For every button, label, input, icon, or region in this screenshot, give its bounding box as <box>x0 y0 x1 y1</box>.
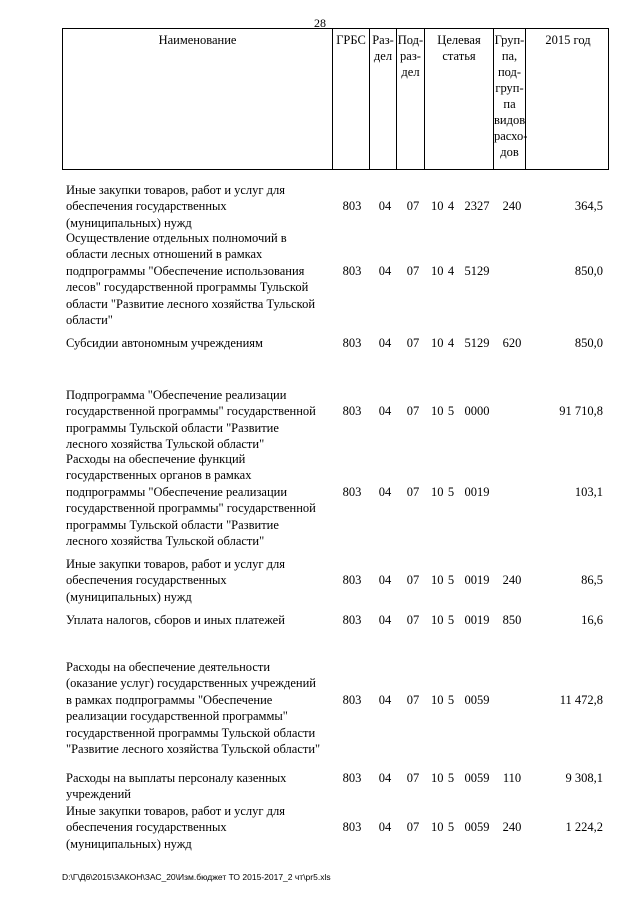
header-line: дов <box>500 145 519 159</box>
celevaya-program-cell: 10 <box>431 573 444 588</box>
row-name-line: Иные закупки товаров, работ и услуг для <box>66 183 286 197</box>
celevaya-program-cell: 10 <box>431 613 444 627</box>
table-row <box>0 230 640 328</box>
header-grbs <box>332 29 369 169</box>
podrazdel-cell: 07 <box>406 199 420 214</box>
header-line: дел <box>401 65 420 79</box>
amount-cell: 91 710,8 <box>559 404 603 419</box>
row-name-line: "Развитие лесного хозяйства Тульской области" <box>66 742 321 757</box>
row-name-line: обеспечения государственных <box>66 820 227 835</box>
celevaya-direction-cell: 0059 <box>464 771 490 785</box>
row-name-line: Расходы на обеспечение деятельности <box>66 660 271 674</box>
row-name-line: (муниципальных) нужд <box>66 215 192 230</box>
row-name-line: (муниципальных) нужд <box>66 836 192 851</box>
table-row <box>0 182 640 231</box>
celevaya-direction-cell: 0059 <box>464 692 490 707</box>
celevaya-subprogram-cell: 4 <box>447 199 455 214</box>
table-row <box>0 556 640 605</box>
celevaya-program-cell: 10 <box>431 692 444 707</box>
razdel-cell: 04 <box>378 336 392 350</box>
celevaya-subprogram-cell: 4 <box>447 263 455 278</box>
row-name-line: лесов" государственной программы Тульской <box>66 280 309 295</box>
podrazdel-cell: 07 <box>406 404 420 419</box>
grbs-cell: 803 <box>342 771 362 785</box>
razdel-cell: 04 <box>378 573 392 588</box>
header-year <box>525 29 610 169</box>
razdel-cell: 04 <box>378 263 392 278</box>
celevaya-subprogram-cell: 4 <box>447 336 455 350</box>
header-line: видов <box>494 113 526 127</box>
row-name <box>66 451 338 549</box>
grbs-cell: 803 <box>342 263 362 278</box>
header-line: Наименование <box>158 33 237 47</box>
razdel-cell: 04 <box>378 484 392 499</box>
podrazdel-cell: 07 <box>406 692 420 707</box>
row-name-line: Иные закупки товаров, работ и услуг для <box>66 804 286 818</box>
amount-cell: 850,0 <box>574 263 603 278</box>
row-name-line: Расходы на обеспечение функций <box>66 452 246 466</box>
amount-cell: 9 308,1 <box>565 771 603 785</box>
row-name-line: лесного хозяйства Тульской области" <box>66 534 265 549</box>
row-name-line: (оказание услуг) государственных учреждений <box>66 676 316 691</box>
table-row <box>0 451 640 549</box>
row-name <box>66 182 338 231</box>
table-row <box>0 770 640 803</box>
table-header <box>62 28 609 170</box>
celevaya-direction-cell: 0019 <box>464 484 490 499</box>
row-name-line: учреждений <box>66 787 131 802</box>
table-row <box>0 803 640 852</box>
vid-rashodov-cell: 240 <box>502 573 522 588</box>
header-line: Целевая <box>437 33 481 47</box>
row-name <box>66 612 338 628</box>
celevaya-subprogram-cell: 5 <box>447 820 455 835</box>
razdel-cell: 04 <box>378 199 392 214</box>
header-name <box>63 29 332 169</box>
celevaya-direction-cell: 0019 <box>464 573 490 588</box>
celevaya-direction-cell: 0000 <box>464 404 490 419</box>
celevaya-subprogram-cell: 5 <box>447 692 455 707</box>
celevaya-subprogram-cell: 5 <box>447 613 455 627</box>
header-podrazdel <box>396 29 424 169</box>
celevaya-direction-cell: 5129 <box>464 336 490 350</box>
table-row <box>0 659 640 757</box>
row-name-line: обеспечения государственных <box>66 199 227 214</box>
amount-cell: 16,6 <box>581 613 603 627</box>
row-name-line: государственных органов в рамках <box>66 468 252 483</box>
row-name-line: Расходы на выплаты персоналу казенных <box>66 771 287 785</box>
row-name <box>66 230 338 328</box>
vid-rashodov-cell: 240 <box>502 820 522 835</box>
podrazdel-cell: 07 <box>406 820 420 835</box>
celevaya-program-cell: 10 <box>431 336 444 350</box>
header-line: Груп- <box>494 33 525 47</box>
header-celevaya-statya <box>424 29 493 169</box>
row-name-line: области лесных отношений в рамках <box>66 247 263 262</box>
celevaya-subprogram-cell: 5 <box>447 404 455 419</box>
row-name <box>66 803 338 852</box>
razdel-cell: 04 <box>378 820 392 835</box>
amount-cell: 86,5 <box>581 573 603 588</box>
row-name <box>66 387 338 453</box>
row-name-line: (муниципальных) нужд <box>66 589 192 604</box>
row-name-line: области" <box>66 313 113 328</box>
file-path: D:\Г\Д6\2015\ЗАКОН\ЗАС_20\Изм.бюджет ТО 2015-2017_2 чт\pr5.xls <box>62 872 331 882</box>
header-line: Под- <box>397 33 424 47</box>
row-name-line: обеспечения государственных <box>66 573 227 588</box>
header-line: груп- <box>495 81 524 95</box>
grbs-cell: 803 <box>342 404 362 419</box>
grbs-cell: 803 <box>342 336 362 350</box>
celevaya-direction-cell: 0019 <box>464 613 490 627</box>
row-name-line: государственной программы" государственной <box>66 501 316 516</box>
celevaya-subprogram-cell: 5 <box>447 484 455 499</box>
podrazdel-cell: 07 <box>406 484 420 499</box>
table-row <box>0 387 640 453</box>
celevaya-program-cell: 10 <box>431 771 444 785</box>
celevaya-program-cell: 10 <box>431 484 444 499</box>
vid-rashodov-cell: 850 <box>502 613 522 627</box>
header-line: под- <box>497 65 522 79</box>
podrazdel-cell: 07 <box>406 771 420 785</box>
amount-cell: 364,5 <box>574 199 603 214</box>
row-name <box>66 770 338 803</box>
celevaya-program-cell: 10 <box>431 199 444 214</box>
header-line: Раз- <box>372 33 394 47</box>
grbs-cell: 803 <box>342 692 362 707</box>
row-name-line: Уплата налогов, сборов и иных платежей <box>66 613 285 627</box>
podrazdel-cell: 07 <box>406 263 420 278</box>
row-name-line: области "Развитие лесного хозяйства Тульской <box>66 296 316 311</box>
grbs-cell: 803 <box>342 613 362 627</box>
header-razdel <box>369 29 396 169</box>
grbs-cell: 803 <box>342 573 362 588</box>
header-line: дел <box>373 49 393 63</box>
grbs-cell: 803 <box>342 484 362 499</box>
row-name-line: Субсидии автономным учреждениям <box>66 336 263 350</box>
row-name-line: Подпрограмма "Обеспечение реализации <box>66 388 287 402</box>
header-line: раз- <box>400 49 421 63</box>
vid-rashodov-cell: 240 <box>502 199 522 214</box>
amount-cell: 1 224,2 <box>565 820 603 835</box>
podrazdel-cell: 07 <box>406 336 420 350</box>
podrazdel-cell: 07 <box>406 613 420 627</box>
row-name-line: подпрограммы "Обеспечение реализации <box>66 484 288 499</box>
celevaya-direction-cell: 0059 <box>464 820 490 835</box>
row-name-line: Осуществление отдельных полномочий в <box>66 231 287 245</box>
row-name-line: государственной программы" государственной <box>66 404 316 419</box>
row-name <box>66 659 338 757</box>
amount-cell: 11 472,8 <box>559 692 603 707</box>
vid-rashodov-cell: 620 <box>502 336 522 350</box>
header-line: па, <box>501 49 518 63</box>
page-number: 28 <box>314 16 326 30</box>
amount-cell: 103,1 <box>574 484 603 499</box>
razdel-cell: 04 <box>378 692 392 707</box>
celevaya-program-cell: 10 <box>431 404 444 419</box>
row-name-line: в рамках подпрограммы "Обеспечение <box>66 692 273 707</box>
row-name <box>66 335 338 351</box>
header-line: 2015 год <box>545 33 591 47</box>
podrazdel-cell: 07 <box>406 573 420 588</box>
celevaya-program-cell: 10 <box>431 263 444 278</box>
header-line: ГРБС <box>336 33 366 47</box>
table-row <box>0 335 640 351</box>
razdel-cell: 04 <box>378 404 392 419</box>
row-name-line: программы Тульской области "Развитие <box>66 517 279 532</box>
row-name-line: лесного хозяйства Тульской области" <box>66 437 265 452</box>
header-line: па <box>503 97 516 111</box>
row-name-line: программы Тульской области "Развитие <box>66 420 279 435</box>
celevaya-program-cell: 10 <box>431 820 444 835</box>
razdel-cell: 04 <box>378 771 392 785</box>
razdel-cell: 04 <box>378 613 392 627</box>
row-name-line: подпрограммы "Обеспечение использования <box>66 263 305 278</box>
celevaya-subprogram-cell: 5 <box>447 573 455 588</box>
row-name-line: государственной программы Тульской области <box>66 725 316 740</box>
grbs-cell: 803 <box>342 820 362 835</box>
header-line: статья <box>442 49 476 63</box>
celevaya-direction-cell: 2327 <box>464 199 490 214</box>
table-row <box>0 612 640 628</box>
grbs-cell: 803 <box>342 199 362 214</box>
header-line: расхо- <box>494 129 528 143</box>
row-name-line: реализации государственной программы" <box>66 709 288 724</box>
celevaya-direction-cell: 5129 <box>464 263 490 278</box>
vid-rashodov-cell: 110 <box>502 771 522 785</box>
header-vid-rashodov <box>493 29 528 169</box>
row-name <box>66 556 338 605</box>
celevaya-subprogram-cell: 5 <box>447 771 455 785</box>
amount-cell: 850,0 <box>574 336 603 350</box>
row-name-line: Иные закупки товаров, работ и услуг для <box>66 557 286 571</box>
